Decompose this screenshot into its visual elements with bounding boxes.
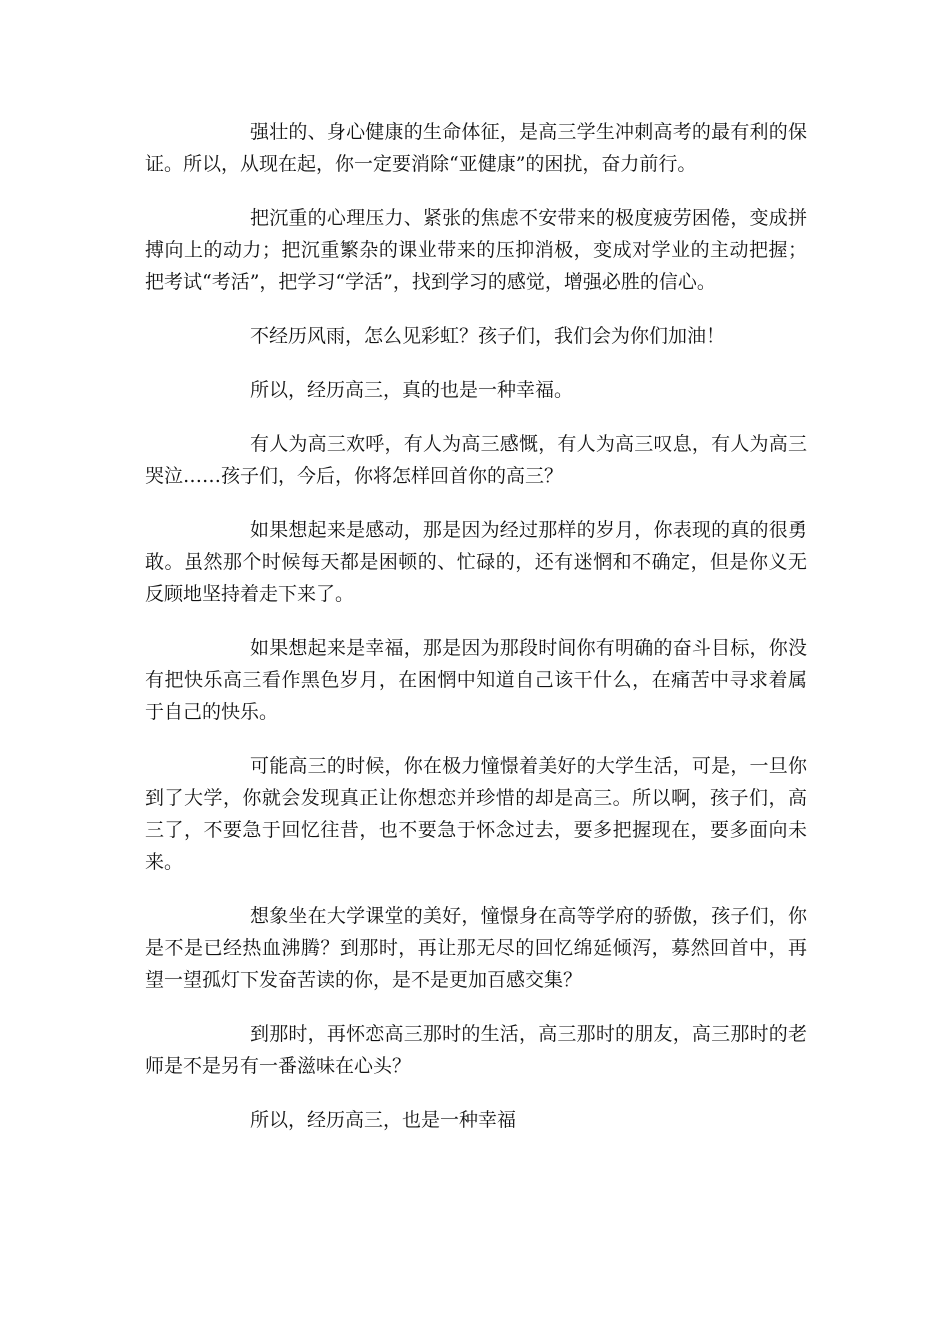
paragraph-9: 想象坐在大学课堂的美好，憧憬身在高等学府的骄傲，孩子们，你是不是已经热血沸腾？到那时，再让那无尽的回忆绵延倾泻，募然回首中，再望一望孤灯下发奋苦读的你，是不是更加百感交集？ [145,905,807,991]
paragraph-7: 如果想起来是幸福，那是因为那段时间你有明确的奋斗目标，你没有把快乐高三看作黑色岁月，在困惘中知道自己该干什么，在痛苦中寻求着属于自己的快乐。 [145,637,807,723]
paragraph-5: 有人为高三欢呼，有人为高三感慨，有人为高三叹息，有人为高三哭泣……孩子们，今后，你将怎样回首你的高三？ [145,433,807,487]
paragraph-8: 可能高三的时候，你在极力憧憬着美好的大学生活，可是，一旦你到了大学，你就会发现真正让你想恋并珍惜的却是高三。所以啊，孩子们，高三了，不要急于回忆往昔，也不要急于怀念过去，要多把握现在，要多面向未来。 [145,755,807,873]
paragraph-2: 把沉重的心理压力、紧张的焦虑不安带来的极度疲劳困倦，变成拼搏向上的动力；把沉重繁杂的课业带来的压抑消极，变成对学业的主动把握；把考试“考活”，把学习“学活”，找到学习的感觉，增强必胜的信心。 [145,207,807,293]
paragraph-3: 不经历风雨，怎么见彩虹？孩子们，我们会为你们加油！ [250,325,726,347]
paragraph-6: 如果想起来是感动，那是因为经过那样的岁月，你表现的真的很勇敢。虽然那个时候每天都是困顿的、忙碌的，还有迷惘和不确定，但是你义无反顾地坚持着走下来了。 [145,519,807,605]
paragraph-11: 所以，经历高三，也是一种幸福 [250,1109,517,1131]
paragraph-1: 强壮的、身心健康的生命体征，是高三学生冲刺高考的最有利的保证。所以，从现在起，你一定要消除“亚健康”的困扰，奋力前行。 [145,121,807,175]
paragraph-4: 所以，经历高三，真的也是一种幸福。 [250,379,574,401]
paragraph-10: 到那时，再怀恋高三那时的生活，高三那时的朋友，高三那时的老师是不是另有一番滋味在心头？ [145,1023,807,1077]
document-body [145,116,807,1158]
